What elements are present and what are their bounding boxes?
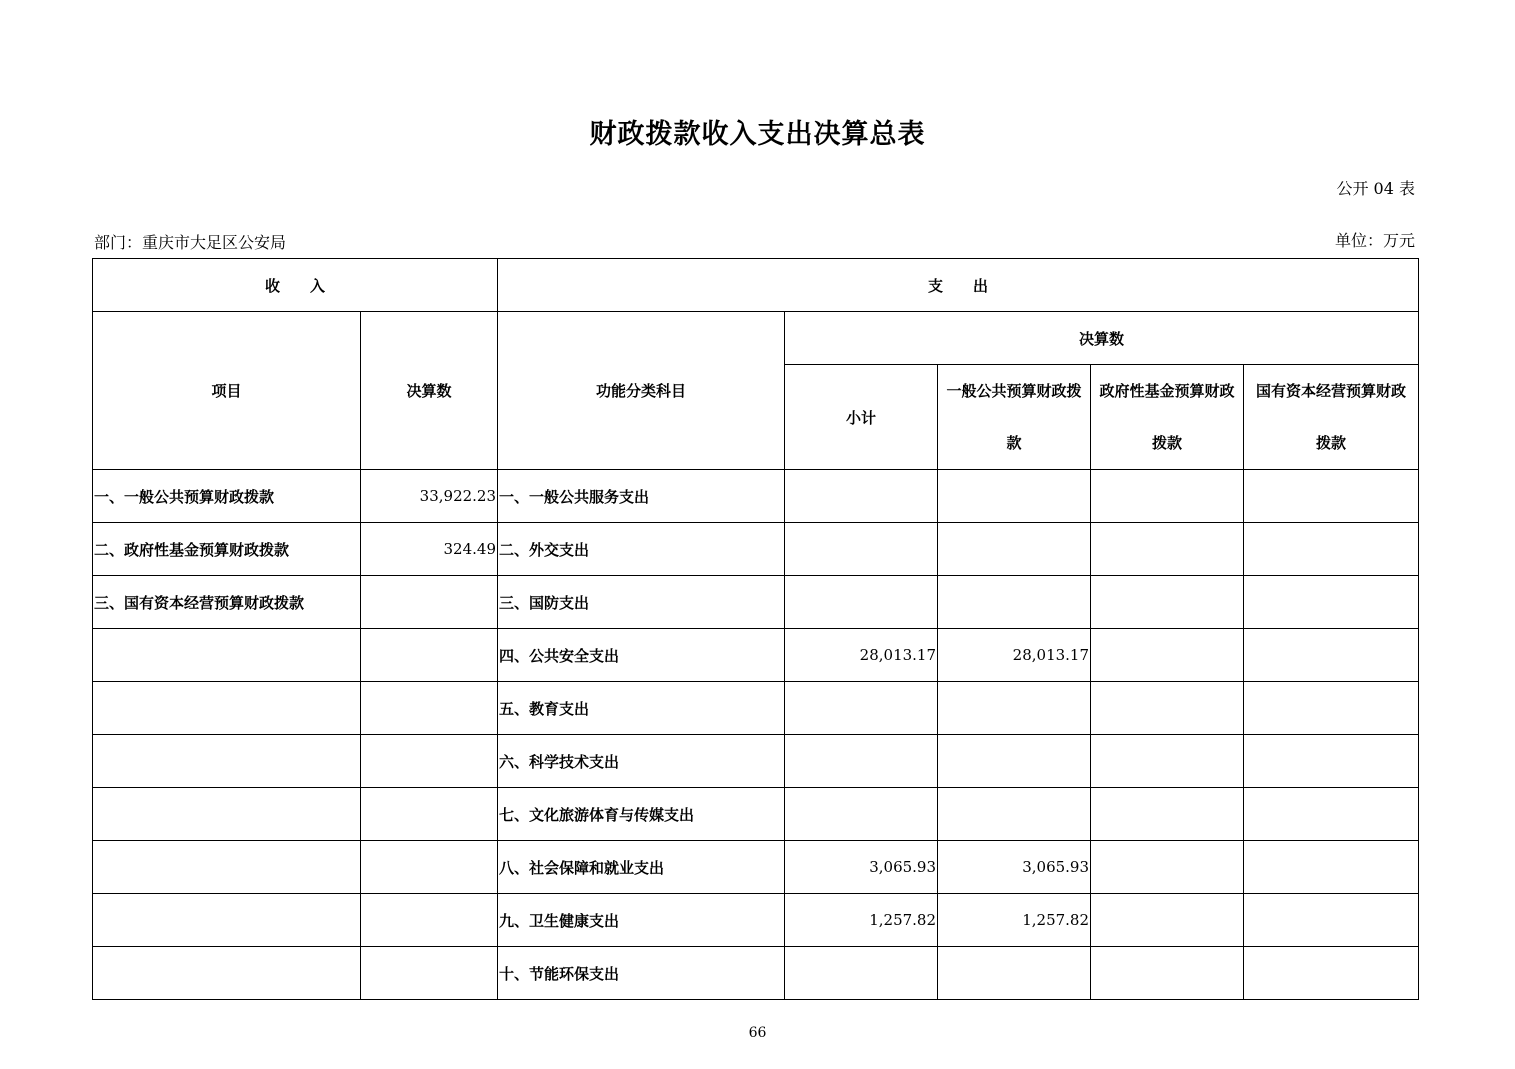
general-budget-cell — [938, 735, 1091, 788]
state-capital-cell — [1244, 788, 1419, 841]
fund-budget-cell — [1091, 788, 1244, 841]
col-state-line2: 拨款 — [1316, 434, 1347, 452]
page-number: 66 — [748, 1025, 767, 1041]
state-capital-cell — [1244, 470, 1419, 523]
general-budget-cell — [938, 682, 1091, 735]
table-row — [93, 788, 1419, 841]
income-item-cell — [93, 947, 361, 1000]
function-item-cell: 八、社会保障和就业支出 — [498, 841, 785, 894]
income-item-cell — [93, 841, 361, 894]
function-item-cell: 十、节能环保支出 — [498, 947, 785, 1000]
function-item-cell: 九、卫生健康支出 — [498, 894, 785, 947]
table-row — [93, 523, 1419, 576]
income-amount-cell — [361, 841, 498, 894]
subtotal-cell — [785, 682, 938, 735]
state-capital-cell — [1244, 947, 1419, 1000]
fund-budget-cell — [1091, 947, 1244, 1000]
income-item-cell: 一、一般公共预算财政拨款 — [93, 470, 361, 523]
subtotal-cell — [785, 735, 938, 788]
col-state-header — [1244, 365, 1419, 470]
table-row — [93, 947, 1419, 1000]
department-label: 部门：重庆市大足区公安局 — [94, 233, 287, 252]
general-budget-cell — [938, 523, 1091, 576]
subtotal-cell — [785, 470, 938, 523]
col-fund-header — [1091, 365, 1244, 470]
fund-budget-cell — [1091, 576, 1244, 629]
income-amount-cell — [361, 788, 498, 841]
income-amount-cell — [361, 735, 498, 788]
table-row — [93, 576, 1419, 629]
col-general-header — [938, 365, 1091, 470]
table-row — [93, 470, 1419, 523]
state-capital-cell — [1244, 523, 1419, 576]
unit-label: 单位：万元 — [1334, 231, 1415, 250]
function-item-cell: 七、文化旅游体育与传媒支出 — [498, 788, 785, 841]
income-item-cell — [93, 735, 361, 788]
state-capital-cell — [1244, 735, 1419, 788]
col-function-header: 功能分类科目 — [498, 312, 785, 470]
page-title: 财政拨款收入支出决算总表 — [589, 119, 926, 150]
subtotal-cell: 1,257.82 — [785, 894, 938, 947]
income-amount-cell — [361, 894, 498, 947]
col-amount-header: 决算数 — [361, 312, 498, 470]
state-capital-cell — [1244, 629, 1419, 682]
income-amount-cell — [361, 947, 498, 1000]
general-budget-cell: 28,013.17 — [938, 629, 1091, 682]
subtotal-cell — [785, 947, 938, 1000]
fund-budget-cell — [1091, 894, 1244, 947]
function-item-cell: 四、公共安全支出 — [498, 629, 785, 682]
form-number: 公开 04 表 — [1336, 179, 1415, 198]
general-budget-cell — [938, 470, 1091, 523]
subtotal-cell — [785, 523, 938, 576]
subtotal-cell: 3,065.93 — [785, 841, 938, 894]
col-fund-line1: 政府性基金预算财政 — [1099, 382, 1235, 400]
expense-header: 支 出 — [498, 259, 1419, 312]
col-general-line2: 款 — [1006, 434, 1022, 452]
income-amount-cell: 324.49 — [361, 523, 498, 576]
income-item-cell: 二、政府性基金预算财政拨款 — [93, 523, 361, 576]
income-item-cell: 三、国有资本经营预算财政拨款 — [93, 576, 361, 629]
table-row — [93, 735, 1419, 788]
function-item-cell: 五、教育支出 — [498, 682, 785, 735]
income-amount-cell: 33,922.23 — [361, 470, 498, 523]
general-budget-cell — [938, 947, 1091, 1000]
col-state-line1: 国有资本经营预算财政 — [1256, 382, 1407, 400]
col-item-header: 项目 — [93, 312, 361, 470]
general-budget-cell — [938, 788, 1091, 841]
table-row — [93, 894, 1419, 947]
function-item-cell: 二、外交支出 — [498, 523, 785, 576]
income-item-cell — [93, 788, 361, 841]
state-capital-cell — [1244, 894, 1419, 947]
col-fund-line2: 拨款 — [1152, 434, 1183, 452]
general-budget-cell: 1,257.82 — [938, 894, 1091, 947]
report-table — [92, 258, 1419, 1000]
general-budget-cell — [938, 576, 1091, 629]
table-row — [93, 682, 1419, 735]
state-capital-cell — [1244, 841, 1419, 894]
fund-budget-cell — [1091, 629, 1244, 682]
general-budget-cell: 3,065.93 — [938, 841, 1091, 894]
function-item-cell: 一、一般公共服务支出 — [498, 470, 785, 523]
col-general-line1: 一般公共预算财政拨 — [946, 382, 1082, 400]
income-amount-cell — [361, 682, 498, 735]
fund-budget-cell — [1091, 682, 1244, 735]
income-header: 收 入 — [93, 259, 498, 312]
income-item-cell — [93, 682, 361, 735]
subtotal-cell — [785, 788, 938, 841]
function-item-cell: 六、科学技术支出 — [498, 735, 785, 788]
function-item-cell: 三、国防支出 — [498, 576, 785, 629]
fund-budget-cell — [1091, 841, 1244, 894]
subtotal-cell: 28,013.17 — [785, 629, 938, 682]
col-subtotal-header: 小计 — [785, 365, 938, 470]
income-amount-cell — [361, 576, 498, 629]
fund-budget-cell — [1091, 523, 1244, 576]
income-item-cell — [93, 894, 361, 947]
income-item-cell — [93, 629, 361, 682]
fund-budget-cell — [1091, 735, 1244, 788]
col-final-header: 决算数 — [785, 312, 1419, 365]
state-capital-cell — [1244, 682, 1419, 735]
subtotal-cell — [785, 576, 938, 629]
table-row — [93, 629, 1419, 682]
table-row — [93, 841, 1419, 894]
fund-budget-cell — [1091, 470, 1244, 523]
state-capital-cell — [1244, 576, 1419, 629]
income-amount-cell — [361, 629, 498, 682]
